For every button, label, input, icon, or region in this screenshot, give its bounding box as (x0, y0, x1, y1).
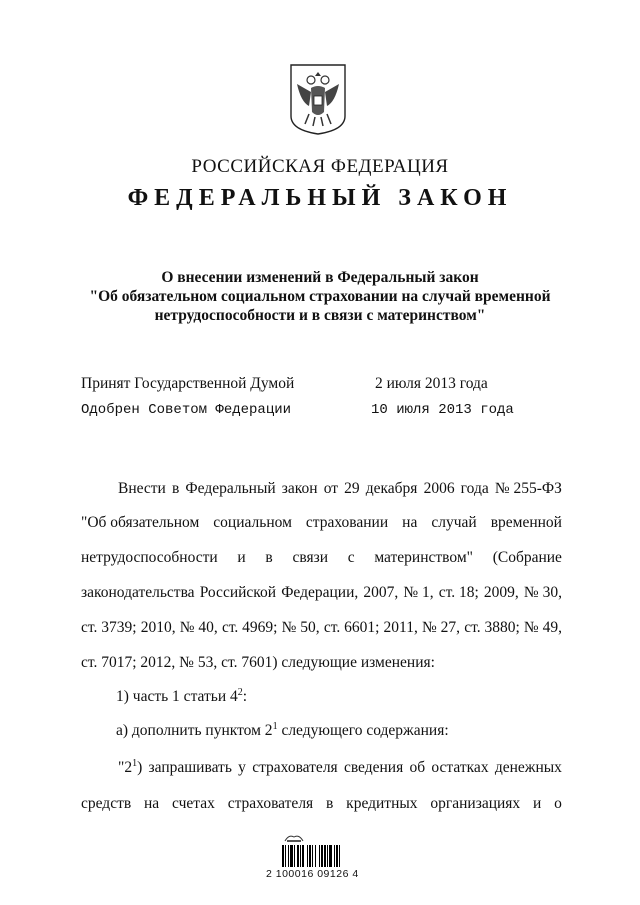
word: № 49, (523, 619, 562, 636)
body-line-1 (118, 480, 562, 498)
word: сведения (343, 759, 404, 776)
word: ст. 18; (438, 584, 479, 601)
word: № 40, (179, 619, 218, 636)
word: на (402, 514, 418, 531)
word: материнством" (374, 549, 473, 566)
word: (Собрание (492, 549, 562, 566)
quote-line (118, 759, 562, 777)
council-approval-date: 10 июля 2013 года (371, 402, 514, 418)
document-type-title: ФЕДЕРАЛЬНЫЙ ЗАКОН (127, 185, 513, 211)
word: ст. 6601; (323, 619, 380, 636)
word: связи (292, 549, 329, 566)
word: Федеральный (185, 480, 276, 497)
word: о (554, 795, 562, 812)
body-line-4 (81, 584, 562, 602)
word: случай (431, 514, 477, 531)
barcode-number: 2 100016 09126 4 (266, 868, 359, 880)
subject-line-3: нетрудоспособности и в связи с материнством" (154, 307, 486, 324)
item-1-end: : (242, 688, 248, 705)
law-subject (0, 268, 640, 325)
body-last-line (81, 795, 562, 813)
word: 2011, (383, 619, 418, 636)
word: 2007, (363, 584, 399, 601)
word: законодательства (81, 584, 195, 601)
word: № 50, (281, 619, 320, 636)
word: № 1, (403, 584, 434, 601)
word: ст. 3739; (81, 619, 137, 636)
item-a-end: следующего содержания: (277, 722, 449, 739)
word: организациях (430, 795, 521, 812)
body-line-3 (81, 549, 562, 567)
word: ст. 3880; (464, 619, 520, 636)
word: и (533, 795, 542, 812)
quote-open: "$2^1$) (118, 757, 143, 776)
item-1-text: 1) часть 1 статьи 4 (116, 688, 238, 705)
item-a (116, 722, 449, 740)
word: закон (281, 480, 318, 497)
word: № 255-ФЗ (494, 480, 562, 497)
word: страхователя (227, 795, 314, 812)
word: Российской (199, 584, 277, 601)
word: года (460, 480, 489, 497)
word: № 30, (523, 584, 562, 601)
word: и (237, 549, 246, 566)
word: на (144, 795, 160, 812)
word: 2006 (423, 480, 455, 497)
body-line-2 (81, 514, 562, 532)
word: в (265, 549, 273, 566)
duma-adoption-label: Принят Государственной Думой (81, 375, 295, 392)
word: страхователя (252, 759, 338, 776)
word: нетрудоспособности (81, 549, 218, 566)
word: об (409, 759, 426, 776)
council-approval-label: Одобрен Советом Федерации (81, 402, 292, 418)
barcode-icon (282, 845, 370, 867)
russian-coat-of-arms-icon (287, 62, 349, 136)
word: кредитных (346, 795, 418, 812)
word: счетах (172, 795, 215, 812)
word: страховании (305, 514, 389, 531)
word: 2010, (140, 619, 176, 636)
word: 2009, (483, 584, 519, 601)
item-1 (116, 688, 247, 706)
body-line-6: ст. 7017; 2012, № 53, ст. 7601) следующие изменения: (81, 654, 435, 671)
item-1-superscript: 2 (237, 686, 243, 698)
word: в (326, 795, 334, 812)
word: "Об обязательном (81, 514, 200, 531)
word: декабря (365, 480, 418, 497)
word: ст. 4969; (221, 619, 278, 636)
word: от (323, 480, 339, 497)
item-a-superscript: 1 (272, 720, 278, 732)
word: Федерации, (281, 584, 359, 601)
word: в (171, 480, 180, 497)
word: запрашивать (148, 759, 232, 776)
word: № 27, (422, 619, 461, 636)
body-line-5 (81, 619, 562, 637)
word: с (347, 549, 355, 566)
subject-line-1: О внесении изменений в Федеральный закон (161, 269, 479, 286)
word: 29 (344, 480, 360, 497)
word: Внести (118, 480, 166, 497)
word: социальном (213, 514, 292, 531)
word: денежных (494, 759, 562, 776)
duma-adoption-date: 2 июля 2013 года (375, 375, 488, 392)
word: средств (81, 795, 132, 812)
word: остатках (431, 759, 489, 776)
country-title: РОССИЙСКАЯ ФЕДЕРАЦИЯ (191, 156, 449, 177)
subject-line-2: "Об обязательном социальном страховании на случай временной (89, 288, 551, 305)
item-a-text: а) дополнить пунктом 2 (116, 722, 273, 739)
word: у (238, 759, 246, 776)
stamp-icon (283, 833, 305, 843)
word: временной (490, 514, 562, 531)
